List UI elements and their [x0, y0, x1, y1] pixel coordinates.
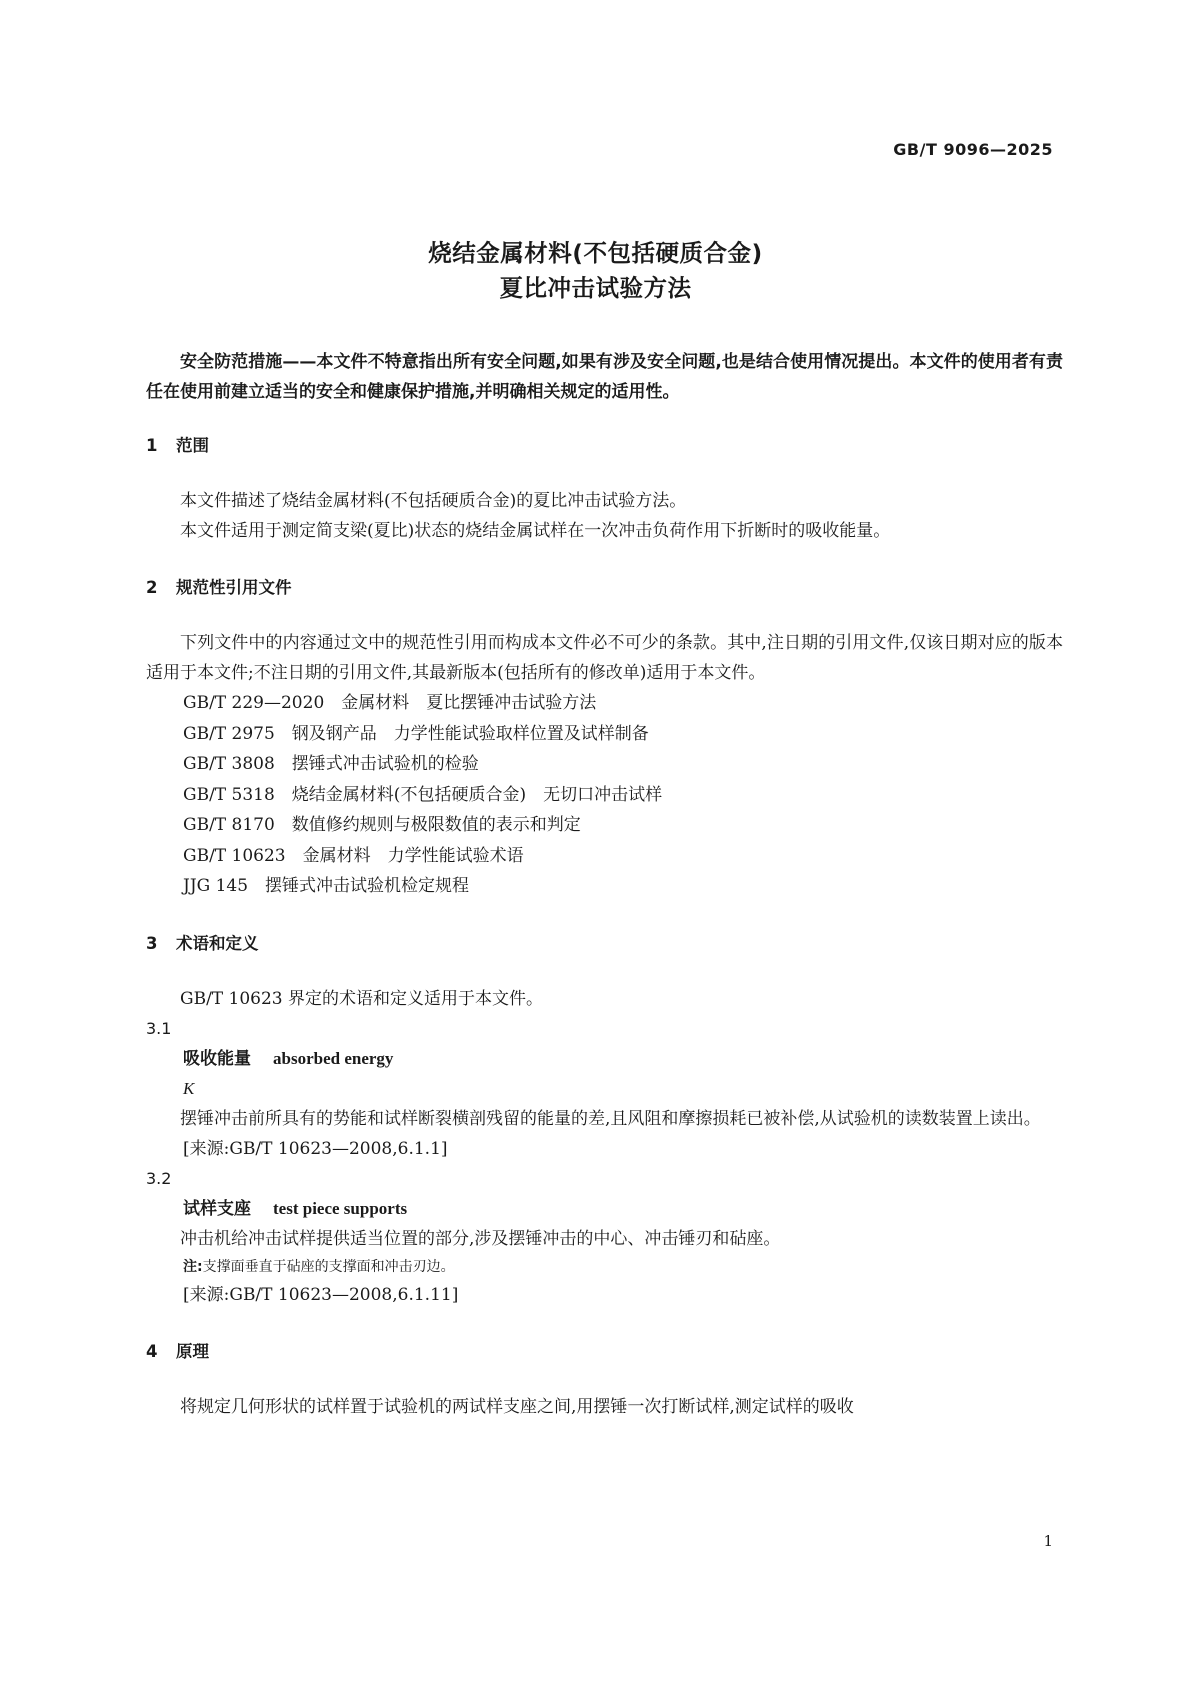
term-source: [来源:GB/T 10623—2008,6.1.11] — [183, 1284, 459, 1305]
paragraph: 下列文件中的内容通过文中的规范性引用而构成本文件必不可少的条款。其中,注日期的引用文件,仅该日期对应的版本适用于本文件;不注日期的引用文件,其最新版本(包括所有的修改单)适用于本文件。 — [146, 633, 1063, 683]
section-heading-scope — [146, 431, 1063, 461]
page-number: 1 — [1043, 1532, 1053, 1550]
section-title: 原理 — [176, 1341, 209, 1361]
paragraph: GB/T 10623 界定的术语和定义适用于本文件。 — [180, 988, 544, 1009]
term-definition: 摆锤冲击前所具有的势能和试样断裂横剖残留的能量的差,且风阻和摩擦损耗已被补偿,从试验机的读数装置上读出。 — [180, 1108, 1041, 1129]
reference-list — [146, 688, 1063, 902]
term-name — [146, 1194, 1063, 1224]
paragraph: 将规定几何形状的试样置于试验机的两试样支座之间,用摆锤一次打断试样,测定试样的吸收 — [180, 1396, 854, 1417]
term-name — [146, 1044, 1063, 1074]
note-text: 支撑面垂直于砧座的支撑面和冲击刃边。 — [202, 1258, 455, 1275]
term-name-en: test piece supports — [273, 1198, 408, 1218]
title-line-1: 烧结金属材料(不包括硬质合金) — [428, 239, 763, 267]
section-heading-normative — [146, 573, 1063, 603]
document-body — [146, 347, 1063, 1422]
term-definition: 冲击机给冲击试样提供适当位置的部分,涉及摆锤冲击的中心、冲击锤刃和砧座。 — [180, 1228, 781, 1249]
reference-item: GB/T 8170 数值修约规则与极限数值的表示和判定 — [183, 815, 581, 835]
term-name-en: absorbed energy — [273, 1048, 394, 1068]
section-heading-terms — [146, 929, 1063, 959]
section-number: 1 — [146, 436, 158, 455]
reference-item: GB/T 10623 金属材料 力学性能试验术语 — [183, 845, 524, 866]
note-label: 注: — [183, 1258, 203, 1275]
title-line-2: 夏比冲击试验方法 — [499, 274, 692, 302]
term-number: 3.2 — [146, 1168, 172, 1188]
reference-item: GB/T 3808 摆锤式冲击试验机的检验 — [183, 754, 479, 774]
reference-item: GB/T 2975 钢及钢产品 力学性能试验取样位置及试样制备 — [183, 723, 649, 744]
section-title: 规范性引用文件 — [176, 578, 292, 597]
term-number: 3.1 — [146, 1018, 172, 1038]
reference-item: JJG 145 摆锤式冲击试验机检定规程 — [183, 876, 470, 896]
section-title: 范围 — [176, 436, 209, 455]
section-heading-principle — [146, 1337, 1063, 1367]
paragraph: 本文件描述了烧结金属材料(不包括硬质合金)的夏比冲击试验方法。 — [180, 491, 687, 511]
term-note — [146, 1254, 1063, 1280]
section-number: 4 — [146, 1341, 158, 1361]
term-name-zh: 吸收能量 — [183, 1048, 251, 1069]
term-symbol: K — [183, 1078, 195, 1098]
paragraph: 本文件适用于测定简支梁(夏比)状态的烧结金属试样在一次冲击负荷作用下折断时的吸收能量。 — [180, 521, 891, 541]
reference-item: GB/T 229—2020 金属材料 夏比摆锤冲击试验方法 — [183, 693, 597, 713]
document-title — [0, 236, 1191, 306]
term-source: [来源:GB/T 10623—2008,6.1.1] — [183, 1138, 448, 1159]
safety-notice: 安全防范措施——本文件不特意指出所有安全问题,如果有涉及安全问题,也是结合使用情况提出。本文件的使用者有责任在使用前建立适当的安全和健康保护措施,并明确相关规定的适用性。 — [146, 352, 1063, 402]
section-number: 2 — [146, 578, 158, 597]
reference-item: GB/T 5318 烧结金属材料(不包括硬质合金) 无切口冲击试样 — [183, 784, 663, 805]
term-name-zh: 试样支座 — [183, 1198, 251, 1219]
standard-number: GB/T 9096—2025 — [893, 140, 1053, 159]
section-title: 术语和定义 — [176, 933, 259, 953]
section-number: 3 — [146, 933, 158, 953]
